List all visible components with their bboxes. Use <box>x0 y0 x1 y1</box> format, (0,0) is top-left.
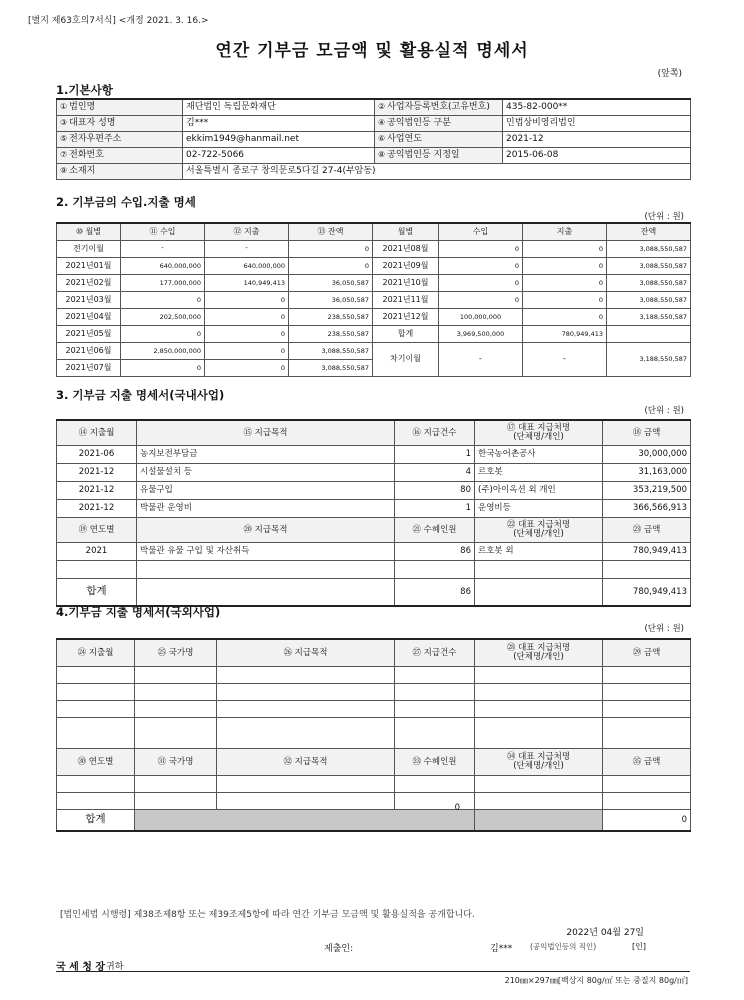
month-cell: 2021년11월 <box>373 292 439 309</box>
value-year: 2021-12 <box>503 132 691 148</box>
table-row <box>57 292 691 309</box>
month-cell: 2021년02월 <box>57 275 121 292</box>
date-cell: 2021-12 <box>57 464 137 482</box>
purpose-cell: 박물관 유물 구입 및 자산취득 <box>137 543 395 561</box>
expense-cell: 0 <box>523 309 607 326</box>
amount-cell: 780,949,413 <box>603 543 691 561</box>
month-cell: 2021년07월 <box>57 360 121 377</box>
paper-spec: 210㎜×297㎜[백상지 80g/㎡ 또는 중질지 80g/㎡] <box>504 976 688 985</box>
amount-cell: 366,566,913 <box>603 500 691 518</box>
expense-cell: 140,949,413 <box>205 275 289 292</box>
purpose-cell: 시설물설치 등 <box>137 464 395 482</box>
col-recipient-2: ㉒ 대표 지급처명 (단체명/개인) <box>475 518 603 543</box>
month-cell: 2021년06월 <box>57 343 121 360</box>
income-cell: 0 <box>121 360 205 377</box>
income-cell: 202,500,000 <box>121 309 205 326</box>
total-expense-cell: 780,949,413 <box>523 326 607 343</box>
table-row <box>57 500 691 518</box>
total-income-cell: 3,969,500,000 <box>439 326 523 343</box>
month-cell: 2021년03월 <box>57 292 121 309</box>
table-row <box>57 667 691 684</box>
balance-cell: 0 <box>289 241 373 258</box>
table-row <box>57 543 691 561</box>
col-purpose: ⑮ 지급목적 <box>137 420 395 446</box>
month-cell: 2021년08월 <box>373 241 439 258</box>
balance-cell: 238,550,587 <box>289 309 373 326</box>
balance-cell: 3,088,550,587 <box>289 360 373 377</box>
label-year: ⑥ 사업연도 <box>375 132 503 148</box>
expense-cell: 0 <box>205 343 289 360</box>
date-cell: 2021-06 <box>57 446 137 464</box>
income-cell: 0 <box>439 275 523 292</box>
page-side-label: (앞쪽) <box>657 69 682 79</box>
expense-cell: 0 <box>205 360 289 377</box>
expense-cell: 0 <box>205 309 289 326</box>
expense-cell: 640,000,000 <box>205 258 289 275</box>
col-amount: ⑱ 금액 <box>603 420 691 446</box>
submitter-name: 김*** <box>490 944 513 954</box>
overseas-expense-table <box>56 638 691 832</box>
total-beneficiaries: 86 <box>395 579 475 607</box>
carry-forward-balance: 3,188,550,587 <box>607 343 691 377</box>
income-cell: 0 <box>121 326 205 343</box>
label-designated-date: ⑧ 공익법인등 지정일 <box>375 148 503 164</box>
table-row <box>57 482 691 500</box>
table-row <box>57 464 691 482</box>
month-cell: 2021년10월 <box>373 275 439 292</box>
income-expense-table <box>56 222 691 377</box>
balance-cell: 3,088,550,587 <box>607 258 691 275</box>
value-email: ekkim1949@hanmail.net <box>183 132 375 148</box>
date-cell: 2021-12 <box>57 482 137 500</box>
section2-unit: (단위 : 원) <box>644 212 684 222</box>
section1-heading: 1.기본사항 <box>56 83 113 97</box>
total-balance-cell <box>607 326 691 343</box>
col-income-2: 수입 <box>439 223 523 241</box>
table-row <box>57 776 691 793</box>
total-label: 합계 <box>57 810 135 832</box>
month-cell: 2021년05월 <box>57 326 121 343</box>
section4-heading: 4.기부금 지출 명세서(국외사업) <box>56 605 221 619</box>
table-row <box>57 309 691 326</box>
carry-forward-label: 차기이월 <box>373 343 439 377</box>
col-balance-2: 잔액 <box>607 223 691 241</box>
section3-unit: (단위 : 원) <box>644 406 684 416</box>
submitter-label: 제출인: <box>324 944 354 954</box>
value-public-type: 민법상비영리법인 <box>503 116 691 132</box>
section2-heading: 2. 기부금의 수입.지출 명세 <box>56 195 196 209</box>
label-biz-no: ② 사업자등록번호(고유번호) <box>375 99 503 116</box>
table-row <box>57 446 691 464</box>
recipient-cell: 운영비등 <box>475 500 603 518</box>
recipient-cell: 르호봇 <box>475 464 603 482</box>
col-expense-2: 지출 <box>523 223 607 241</box>
recipient-cell: 르호봇 외 <box>475 543 603 561</box>
month-cell: 2021년09월 <box>373 258 439 275</box>
expense-cell: 0 <box>205 326 289 343</box>
expense-cell: 0 <box>523 275 607 292</box>
value-rep-name: 김*** <box>183 116 375 132</box>
month-cell: 전기이월 <box>57 241 121 258</box>
table-row <box>57 241 691 258</box>
col-country: ㉕ 국가명 <box>135 639 217 667</box>
col-month-2: 월별 <box>373 223 439 241</box>
expense-cell: 0 <box>523 258 607 275</box>
table-row <box>57 684 691 701</box>
recipient-cell: (주)아이옥션 외 개인 <box>475 482 603 500</box>
col-count: ㉗ 지급건수 <box>395 639 475 667</box>
income-cell: 0 <box>439 258 523 275</box>
value-address: 서울특별시 종로구 창의문로5다길 27-4(부암동) <box>183 164 691 180</box>
basic-info-table <box>56 98 691 180</box>
col-year: ㉚ 연도별 <box>57 749 135 776</box>
label-address: ⑨ 소재지 <box>57 164 183 180</box>
col-beneficiaries: ㉝ 수혜인원 <box>395 749 475 776</box>
col-year: ⑲ 연도별 <box>57 518 137 543</box>
purpose-cell: 박물관 운영비 <box>137 500 395 518</box>
col-income: ⑪ 수입 <box>121 223 205 241</box>
value-corp-name: 재단법인 독립문화재단 <box>183 99 375 116</box>
total-beneficiaries: 0 <box>454 803 460 813</box>
col-amount-2: ㉟ 금액 <box>603 749 691 776</box>
count-cell: 80 <box>395 482 475 500</box>
year-cell: 2021 <box>57 543 137 561</box>
col-purpose-2: ㉜ 지급목적 <box>217 749 395 776</box>
value-biz-no: 435-82-000** <box>503 99 691 116</box>
form-note: [별지 제63호의7서식] <개정 2021. 3. 16.> <box>28 16 209 26</box>
col-recipient: ㉘ 대표 지급처명 (단체명/개인) <box>475 639 603 667</box>
carry-forward-income: - <box>439 343 523 377</box>
amount-cell: 31,163,000 <box>603 464 691 482</box>
col-expense: ⑫ 지출 <box>205 223 289 241</box>
total-label: 합계 <box>57 579 137 607</box>
income-cell: 640,000,000 <box>121 258 205 275</box>
carry-forward-expense: - <box>523 343 607 377</box>
balance-cell: 3,088,550,587 <box>607 292 691 309</box>
expense-cell: 0 <box>523 292 607 309</box>
total-label-cell: 합계 <box>373 326 439 343</box>
table-row <box>57 561 691 579</box>
value-phone: 02-722-5066 <box>183 148 375 164</box>
amount-cell: 353,219,500 <box>603 482 691 500</box>
count-cell: 1 <box>395 500 475 518</box>
income-cell: 0 <box>439 292 523 309</box>
submission-date: 2022년 04월 27일 <box>566 928 644 938</box>
balance-cell: 36,050,587 <box>289 292 373 309</box>
income-cell: 100,000,000 <box>439 309 523 326</box>
table-row <box>57 718 691 749</box>
count-cell: 1 <box>395 446 475 464</box>
table-row <box>57 343 691 360</box>
label-rep-name: ③ 대표자 성명 <box>57 116 183 132</box>
date-cell: 2021-12 <box>57 500 137 518</box>
total-amount: 780,949,413 <box>603 579 691 607</box>
section4-unit: (단위 : 원) <box>644 624 684 634</box>
expense-cell: 0 <box>205 292 289 309</box>
amount-cell: 30,000,000 <box>603 446 691 464</box>
balance-cell: 3,088,550,587 <box>607 275 691 292</box>
beneficiaries-cell: 86 <box>395 543 475 561</box>
balance-cell: 3,088,550,587 <box>607 241 691 258</box>
value-designated-date: 2015-06-08 <box>503 148 691 164</box>
document-title: 연간 기부금 모금액 및 활용실적 명세서 <box>215 41 529 61</box>
balance-cell: 0 <box>289 258 373 275</box>
col-expense-month: ⑭ 지출월 <box>57 420 137 446</box>
label-corp-name: ① 법인명 <box>57 99 183 116</box>
addressee: 국 세 청 장 <box>56 962 106 973</box>
total-amount: 0 <box>603 810 691 832</box>
month-cell: 2021년01월 <box>57 258 121 275</box>
col-beneficiaries: ㉑ 수혜인원 <box>395 518 475 543</box>
income-cell: 0 <box>121 292 205 309</box>
table-row <box>57 326 691 343</box>
seal-mark: [인] <box>632 942 646 951</box>
section3-heading: 3. 기부금 지출 명세서(국내사업) <box>56 388 225 402</box>
label-phone: ⑦ 전화번호 <box>57 148 183 164</box>
balance-cell: 36,050,587 <box>289 275 373 292</box>
month-cell: 2021년12월 <box>373 309 439 326</box>
col-month: ⑩ 월별 <box>57 223 121 241</box>
col-amount: ㉙ 금액 <box>603 639 691 667</box>
addressee-suffix: 귀하 <box>106 962 124 972</box>
balance-cell: 3,088,550,587 <box>289 343 373 360</box>
income-cell: 177,000,000 <box>121 275 205 292</box>
col-amount-2: ㉓ 금액 <box>603 518 691 543</box>
legal-statement: [법인세법 시행령] 제38조제8항 또는 제39조제5항에 따라 연간 기부금 모금액 및 활용실적을 공개합니다. <box>60 910 475 920</box>
balance-cell: 238,550,587 <box>289 326 373 343</box>
purpose-cell: 유물구입 <box>137 482 395 500</box>
col-purpose: ㉖ 지급목적 <box>217 639 395 667</box>
col-count: ⑯ 지급건수 <box>395 420 475 446</box>
col-country-2: ㉛ 국가명 <box>135 749 217 776</box>
income-cell: - <box>121 241 205 258</box>
label-public-type: ④ 공익법인등 구분 <box>375 116 503 132</box>
balance-cell: 3,188,550,587 <box>607 309 691 326</box>
col-balance: ⑬ 잔액 <box>289 223 373 241</box>
footer-divider <box>56 971 690 972</box>
table-row <box>57 793 691 810</box>
col-purpose-2: ⑳ 지급목적 <box>137 518 395 543</box>
col-recipient-2: ㉞ 대표 지급처명 (단체명/개인) <box>475 749 603 776</box>
domestic-expense-table <box>56 419 691 607</box>
col-expense-month: ㉔ 지출월 <box>57 639 135 667</box>
income-cell: 2,850,000,000 <box>121 343 205 360</box>
income-cell: 0 <box>439 241 523 258</box>
table-row <box>57 258 691 275</box>
recipient-cell: 한국농어촌공사 <box>475 446 603 464</box>
table-row <box>57 275 691 292</box>
month-cell: 2021년04월 <box>57 309 121 326</box>
col-recipient: ⑰ 대표 지급처명 (단체명/개인) <box>475 420 603 446</box>
expense-cell: 0 <box>523 241 607 258</box>
table-row <box>57 701 691 718</box>
purpose-cell: 농지보전부담금 <box>137 446 395 464</box>
expense-cell: - <box>205 241 289 258</box>
count-cell: 4 <box>395 464 475 482</box>
submitter-role: (공익법인등의 직인) <box>530 942 597 951</box>
label-email: ⑤ 전자우편주소 <box>57 132 183 148</box>
